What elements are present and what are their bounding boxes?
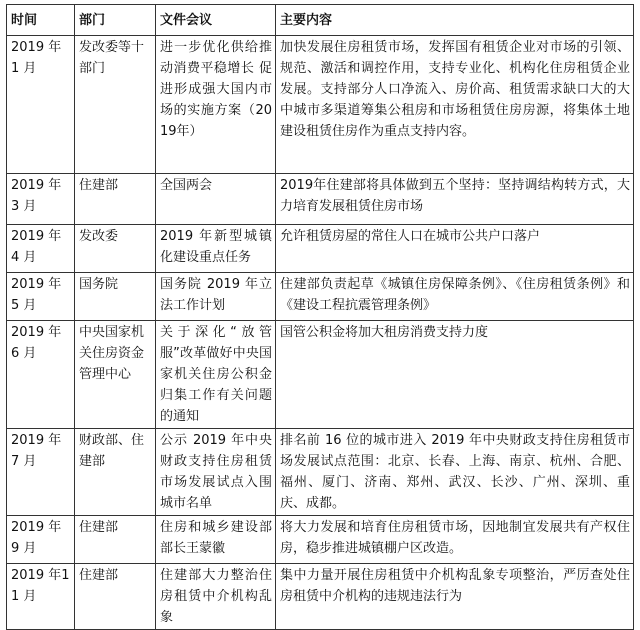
cell-time: 2019 年 5 月	[7, 273, 75, 321]
cell-content: 加快发展住房租赁市场，发挥国有租赁企业对市场的引领、规范、激活和调控作用，支持专业化、机构化住房租赁企业发展。支持部分人口净流入、房价高、租赁需求缺口大的大中城市多渠道筹集公租房和市场租赁住房房源，将集体土地建设租赁住房作为重点支持内容。	[276, 36, 634, 174]
table-row	[7, 564, 634, 630]
cell-content: 2019年住建部将具体做到五个坚持：坚持调结构转方式，大力培育发展租赁住房市场	[276, 174, 634, 225]
cell-doc: 进一步优化供给推动消费平稳增长 促进形成强大国内市场的实施方案（2019年）	[156, 36, 276, 174]
cell-time: 2019 年11 月	[7, 564, 75, 630]
cell-content: 国管公积金将加大租房消费支持力度	[276, 321, 634, 429]
table-header-row	[7, 5, 634, 36]
header-content: 主要内容	[276, 5, 634, 36]
header-dept: 部门	[75, 5, 156, 36]
header-doc: 文件会议	[156, 5, 276, 36]
header-time: 时间	[7, 5, 75, 36]
cell-time: 2019 年 3 月	[7, 174, 75, 225]
cell-dept: 财政部、住建部	[75, 429, 156, 516]
cell-dept: 中央国家机关住房资金管理中心	[75, 321, 156, 429]
cell-dept: 国务院	[75, 273, 156, 321]
table-row	[7, 225, 634, 273]
cell-content: 允许租赁房屋的常住人口在城市公共户口落户	[276, 225, 634, 273]
cell-doc: 住房和城乡建设部部长王蒙徽	[156, 516, 276, 564]
cell-dept: 发改委等十部门	[75, 36, 156, 174]
cell-dept: 住建部	[75, 564, 156, 630]
cell-doc: 国务院 2019 年立法工作计划	[156, 273, 276, 321]
cell-time: 2019 年 6 月	[7, 321, 75, 429]
cell-time: 2019 年 4 月	[7, 225, 75, 273]
cell-content: 住建部负责起草《城镇住房保障条例》、《住房租赁条例》和《建设工程抗震管理条例》	[276, 273, 634, 321]
table-row	[7, 273, 634, 321]
cell-content: 集中力量开展住房租赁中介机构乱象专项整治，严厉查处住房租赁中介机构的违规违法行为	[276, 564, 634, 630]
table-row	[7, 429, 634, 516]
table-row	[7, 36, 634, 174]
cell-content: 排名前 16 位的城市进入 2019 年中央财政支持住房租赁市场发展试点范围：北京、长春、上海、南京、杭州、合肥、福州、厦门、济南、郑州、武汉、长沙、广州、深圳、重庆、成都。	[276, 429, 634, 516]
cell-content: 将大力发展和培育住房租赁市场，因地制宜发展共有产权住房，稳步推进城镇棚户区改造。	[276, 516, 634, 564]
table-row	[7, 174, 634, 225]
cell-doc: 全国两会	[156, 174, 276, 225]
cell-dept: 发改委	[75, 225, 156, 273]
cell-doc: 住建部大力整治住房租赁中介机构乱象	[156, 564, 276, 630]
table-row	[7, 516, 634, 564]
cell-dept: 住建部	[75, 516, 156, 564]
cell-dept: 住建部	[75, 174, 156, 225]
cell-time: 2019 年 7 月	[7, 429, 75, 516]
cell-time: 2019 年 1 月	[7, 36, 75, 174]
cell-doc: 2019 年新型城镇化建设重点任务	[156, 225, 276, 273]
cell-time: 2019 年 9 月	[7, 516, 75, 564]
table-row	[7, 321, 634, 429]
policy-table	[6, 4, 634, 630]
cell-doc: 关于深化“放管服”改革做好中央国家机关住房公积金归集工作有关问题的通知	[156, 321, 276, 429]
cell-doc: 公示 2019 年中央财政支持住房租赁市场发展试点入围城市名单	[156, 429, 276, 516]
